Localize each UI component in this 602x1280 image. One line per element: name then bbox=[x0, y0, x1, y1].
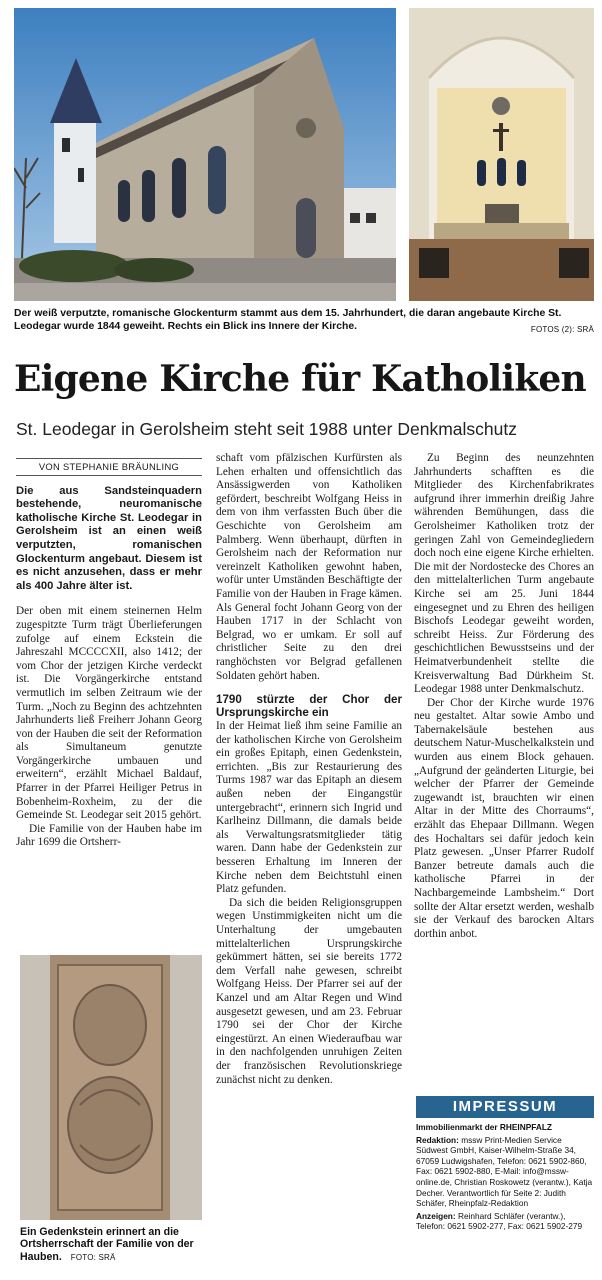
church-interior-photo bbox=[409, 8, 594, 301]
paragraph: schaft vom pfälzischen Kurfürsten als Lehen erhalten und offensichtlich das Ansässigwerden von Katholiken gefördert, beschreibt Wolfgang Heiss in dem von ihm verfassten Buch über die Geschichte von Gerolsheim am Palmberg. Wenn überhaupt, dürften in Gerolsheim nach der Reformation nur vereinzelt Katholiken gewohnt haben, wofür unter Umständen Beschäftigte der Familie von der Hauben in Frage kämen. Als General focht Johann Georg von der Hauben 1717 in der Schlacht von Belgrad, wo er umkam. Er soll auf christlicher Seite zu den drei ranghöchsten vor Belgrad gefallenen Soldaten gehört haben. bbox=[216, 452, 402, 682]
paragraph: Zu Beginn des neunzehnten Jahrhunderts schafften es die Mitglieder des Kirchenfabrikrates aufgrund ihrer immerhin dreißig Jahre währenden Bemühungen, dass die Gerolsheimer Katholiken trotz der geringen Zahl von Gemeindegliedern doch noch eine eigene Kirche erhielten. Die mit der Nordostecke des Chores an den mittelalterlichen Turm angebaute Kirche sei am 25. Juni 1844 eingesegnet und zu Ehren des heiligen Bischofs Leodegar geweiht worden, schreibt Heiss. Zur Förderung des geschichtlichen Bewusstseins und der Heimatverbundenheit stellte die Kreisverwaltung Bad Dürkheim St. Leodegar 1988 unter Denkmalschutz. bbox=[414, 452, 594, 696]
stone-caption-text: Ein Gedenkstein erinnert an die Ortsherrschaft der Familie von der Hauben. bbox=[20, 1226, 194, 1263]
article-lead: Die aus Sandsteinquadern bestehende, neuromanische katholische Kirche St. Leodegar in Gerolsheim ist an einen weiß verputzten, romanischen Glockenturm angebaut. Diesem ist es nicht anzusehen, dass er mehr als 400 Jahre älter ist. bbox=[16, 484, 202, 592]
stone-photo-credit: FOTO: SRÄ bbox=[70, 1252, 116, 1262]
impressum-subtitle: Immobilienmarkt der RHEINPFALZ bbox=[416, 1122, 552, 1132]
article-column-3 bbox=[414, 452, 594, 941]
impressum-anzeigen: Reinhard Schläfer (verantw.), Telefon: 0621 5902-277, Fax: 0621 5902-279 bbox=[416, 1210, 583, 1232]
photo-caption bbox=[14, 308, 594, 336]
paragraph: In der Heimat ließ ihm seine Familie an der katholischen Kirche von Gerolsheim ein großes Epitaph, einen Gedenkstein, errichten. „Bis zur Restaurierung des Turms 1987 war das Epitaph an diesem außen neben der Eingangstür untergebracht“, erinnern sich Ingrid und Karlheinz Dillmann, die damals beide als Verwaltungsratsmitglieder tätig waren. Dann habe der Gedenkstein zur besseren Erhaltung im Inneren der Kirche neben dem Beichtstuhl einen Platz gefunden. bbox=[216, 720, 402, 896]
paragraph: Der Chor der Kirche wurde 1976 neu gestaltet. Altar sowie Ambo und Tabernakelsäule bestehen aus deutschem Natur-Muschelkalkstein und wurden aus einem Block gehauen. „Aufgrund der geänderten Liturgie, bei welcher der Pfarrer der Gemeinde zugewandt ist, brauchten wir einen Altar in der Mitte des Chorraums“, erzählt das Ehepaar Dillmann. Wegen des Hochaltars sei dafür jedoch kein Platz gewesen. „Unser Pfarrer Rudolf Banzer betreute damals auch die katholische Pfarrei in der Nachbargemeinde Lambsheim.“ Dort sollte der Altar ersetzt werden, weshalb sie der Verkauf des barocken Altars dorthin anbot. bbox=[414, 696, 594, 940]
photo-caption-text: Der weiß verputzte, romanische Glockenturm stammt aus dem 15. Jahrhundert, die daran angebaute Kirche St. Leodegar wurde 1844 geweiht. Rechts ein Blick ins Innere der Kirche. bbox=[14, 308, 562, 332]
memorial-stone-photo bbox=[20, 955, 202, 1220]
section-subtitle: 1790 stürzte der Chor der Ursprungskirche ein bbox=[216, 693, 402, 720]
paragraph: Der oben mit einem steinernen Helm zugespitzte Turm trägt Überlieferungen zufolge auf einem Eckstein die Jahreszahl MCCCCXII, also 1412; der vom Chor der jetzigen Kirche verdeckt ist. Die Vorgängerkirche entstand vermutlich im selben Zeitraum wie der Turm. „Noch zu Beginn des achtzehnten Jahrhunderts ließ Freiherr Johann Georg von der Hauben die seit der Reformation als Simultaneum genutzte Vorgängerkirche umbauen und erweitern“, erzählt Michael Baldauf, Pfarrer in der Pfarrei Heiliger Petrus in Bobenheim-Roxheim, zu der die Gemeinde St. Leodegar seit 2015 gehört. bbox=[16, 605, 202, 822]
page-subtitle: St. Leodegar in Gerolsheim steht seit 1988 unter Denkmalschutz bbox=[16, 419, 517, 439]
impressum-title: IMPRESSUM bbox=[416, 1096, 594, 1118]
paragraph: Da sich die beiden Religionsgruppen wegen Unstimmigkeiten nicht um die Unterhaltung der umgebauten mittelalterlichen Ursprungskirche gekümmert hätten, sei sie bereits 1772 dem Verfall nahe gewesen, schreibt Wolfgang Heiss. Der Pfarrer sei auf der Kanzel und am Altar Regen und Wind ausgesetzt gewesen, und am 23. Februar 1790 sei der Chor der Kirche eingestürzt. An einen Wiederaufbau war in den nachfolgenden unruhigen Zeiten der französischen Revolutionskriege zunächst nicht zu denken. bbox=[216, 896, 402, 1086]
stone-caption bbox=[20, 1226, 202, 1264]
impressum-redaktion-label: Redaktion: bbox=[416, 1134, 459, 1145]
church-exterior-photo bbox=[14, 8, 396, 301]
article-column-2 bbox=[216, 452, 402, 1087]
photo-credit: FOTOS (2): SRÄ bbox=[530, 324, 594, 334]
paragraph: Die Familie von der Hauben habe im Jahr 1699 die Ortsherr- bbox=[16, 822, 202, 849]
impressum-redaktion: mssw Print-Medien Service Südwest GmbH, Kaiser-Wilhelm-Straße 34, 67059 Ludwigshafen, Telefon: 0621 5902-860, Fax: 0621 5902-880, E-Mail: info@mssw-online.de, Christian Roskowetz (verantw.), Katja Decher. Verantwortlich für Seite 2: Judith Schäfer, Rheinpfalz-Redaktion bbox=[416, 1134, 593, 1209]
article-column-1 bbox=[16, 458, 202, 850]
impressum-box bbox=[416, 1122, 594, 1234]
byline: VON STEPHANIE BRÄUNLING bbox=[16, 458, 202, 476]
impressum-anzeigen-label: Anzeigen: bbox=[416, 1210, 456, 1221]
page-title: Eigene Kirche für Katholiken bbox=[14, 358, 586, 400]
